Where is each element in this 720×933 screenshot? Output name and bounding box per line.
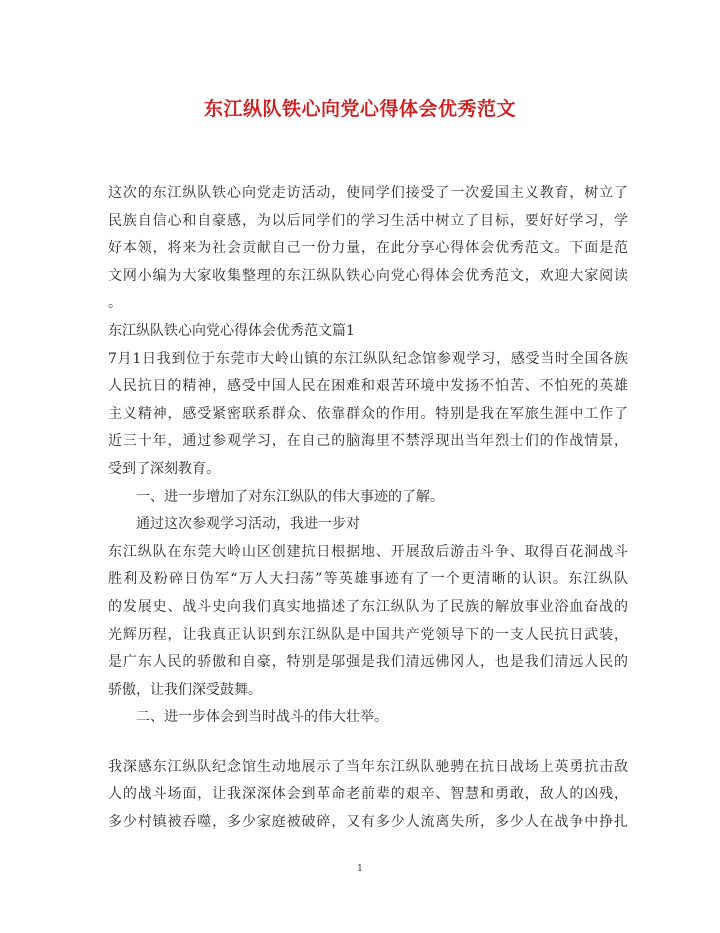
text-line: 这次的东江纵队铁心向党走访活动，使同学们接受了一次爱国主义教育，树立了 [108, 185, 628, 201]
text-line: 受到了深刻教育。 [108, 460, 220, 477]
text-line: 多少村镇被吞噬，多少家庭被破碎，又有多少人流离失所，多少人在战争中挣扎 [108, 814, 628, 831]
text-line: 的发展史、战斗史向我们真实地描述了东江纵队为了民族的解放事业浴血奋战的 [108, 598, 628, 615]
document-body [108, 180, 628, 837]
page-number: 1 [357, 864, 363, 874]
text-line: 7月1日我到位于东莞市大岭山镇的东江纵队纪念馆参观学习，感受当时全国各族 [108, 350, 628, 367]
document-title: 东江纵队铁心向党心得体会优秀范文 [203, 98, 516, 120]
text-line: 人的战斗场面，让我深深体会到革命老前辈的艰辛、智慧和勇敢，敌人的凶残， [108, 786, 628, 803]
text-line: 好本领，将来为社会贡献自己一份力量，在此分享心得体会优秀范文。下面是范 [108, 240, 628, 257]
paragraph-gap [108, 732, 628, 754]
text-line: 。 [108, 295, 122, 312]
subheading-two: 二、进一步体会到当时战斗的伟大壮举。 [136, 709, 388, 726]
text-line: 是广东人民的骄傲和自豪，特别是邬强是我们清远佛冈人，也是我们清远人民的 [108, 654, 628, 671]
text-line: 人民抗日的精神，感受中国人民在困难和艰苦环境中发扬不怕苦、不怕死的英雄 [108, 378, 628, 395]
text-line: 近三十年，通过参观学习，在自己的脑海里不禁浮现出当年烈士们的作战情景， [108, 433, 628, 450]
text-line: 民族自信心和自豪感，为以后同学们的学习生活中树立了目标，要好好学习，学 [108, 212, 628, 229]
subheading-one: 一、进一步增加了对东江纵队的伟大事迹的了解。 [136, 488, 444, 505]
text-line: 光辉历程，让我真正认识到东江纵队是中国共产党领导下的一支人民抗日武装， [108, 626, 628, 643]
text-line: 胜利及粉碎日伪军“万人大扫荡”等英雄事迹有了一个更清晰的认识。东江纵队 [108, 571, 628, 588]
section-heading: 东江纵队铁心向党心得体会优秀范文篇1 [108, 322, 355, 339]
text-line: 文网小编为大家收集整理的东江纵队铁心向党心得体会优秀范文，欢迎大家阅读 [108, 267, 628, 284]
text-line: 我深感东江纵队纪念馆生动地展示了当年东江纵队驰骋在抗日战场上英勇抗击敌 [108, 758, 628, 775]
text-line: 通过这次参观学习活动，我进一步对 [136, 516, 360, 533]
text-line: 骄傲，让我们深受鼓舞。 [108, 681, 262, 698]
text-line: 东江纵队在东莞大岭山区创建抗日根据地、开展敌后游击斗争、取得百花洞战斗 [108, 543, 628, 560]
text-line: 主义精神，感受紧密联系群众、依靠群众的作用。特别是我在军旅生涯中工作了 [108, 405, 628, 422]
